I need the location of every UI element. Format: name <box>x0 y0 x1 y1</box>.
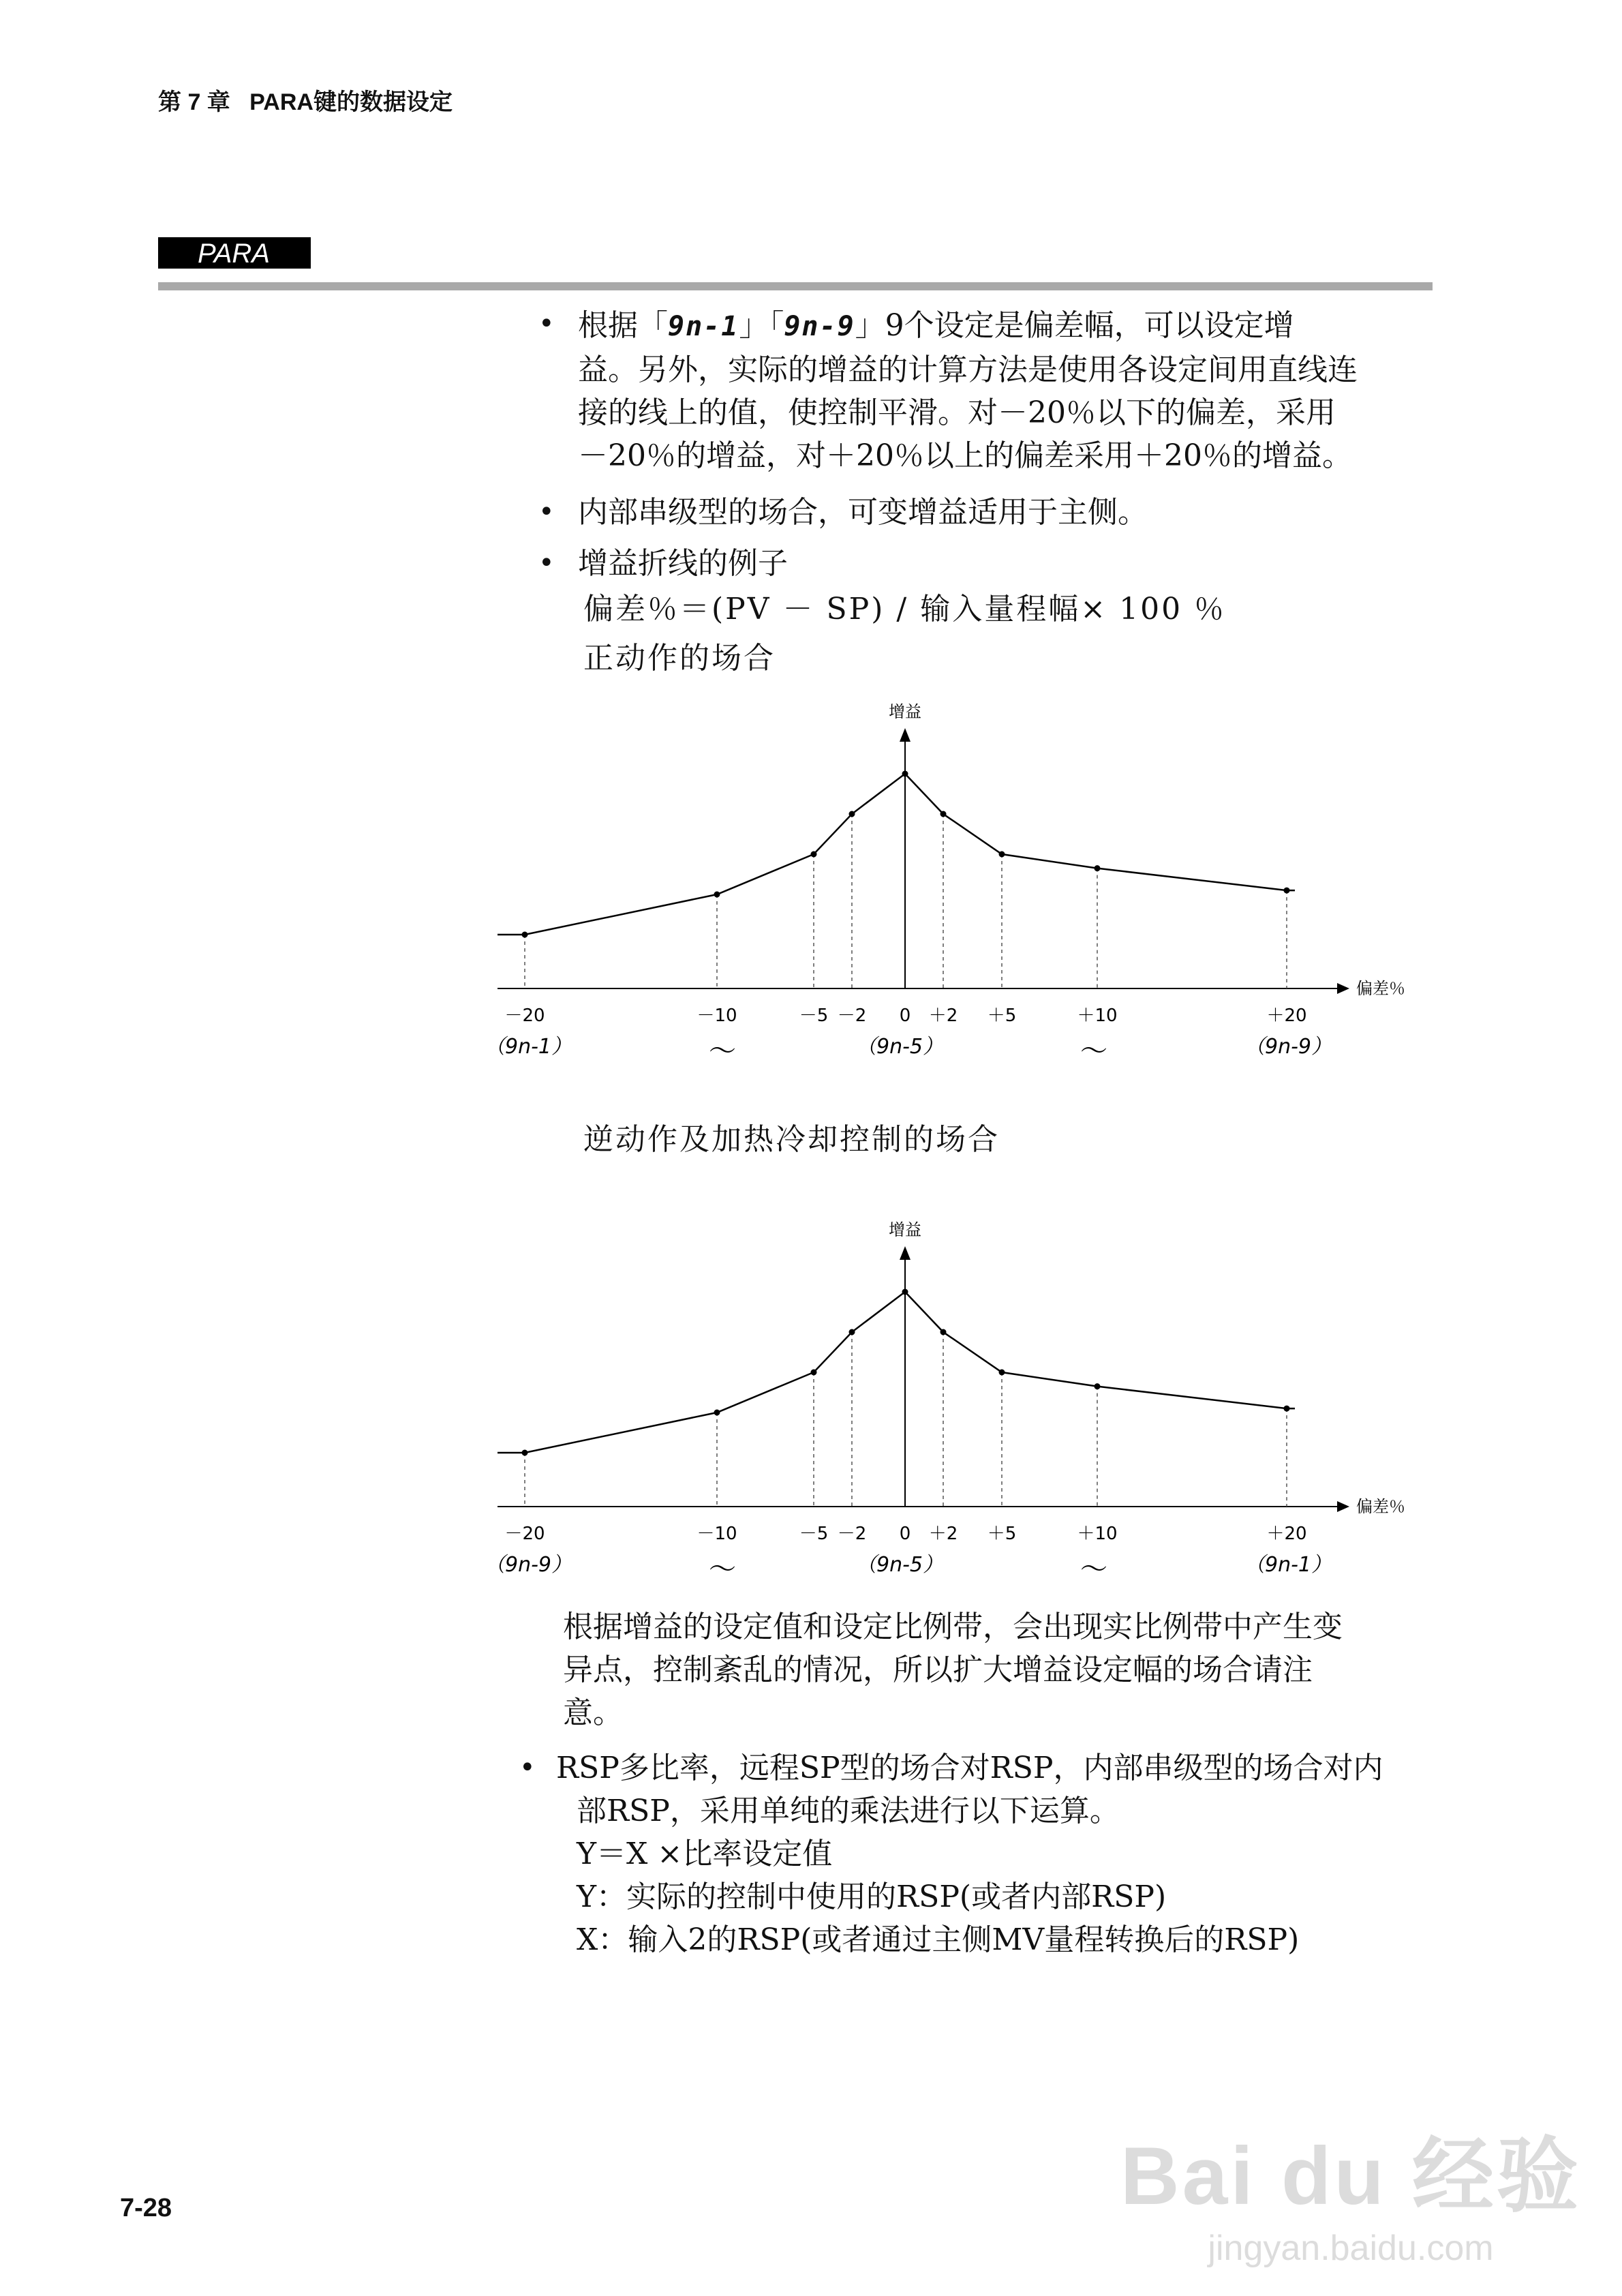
x-tick-label: 0 <box>899 1524 911 1544</box>
bullet-marker: • <box>538 496 555 528</box>
y-axis-label: 增益 <box>889 702 921 721</box>
data-point-5 <box>999 851 1005 858</box>
x-tick-label: ＋20 <box>1266 1006 1307 1026</box>
range-tilde: 〜 <box>709 1554 736 1585</box>
param-gn1-display: 9n-1 <box>668 311 739 342</box>
x-tick-label: ＋10 <box>1077 1006 1118 1026</box>
deviation-formula: 偏差％＝(PV － SP) / 输入量程幅× 100 ％ <box>583 592 1227 626</box>
y-axis-arrow <box>900 1246 911 1260</box>
data-point--20 <box>522 932 528 938</box>
ratio-def-y: Y：实际的控制中使用的RSP(或者内部RSP) <box>577 1879 1167 1914</box>
bullet-3-title: 增益折线的例子 <box>578 546 788 581</box>
x-tick-label: ＋20 <box>1266 1524 1307 1544</box>
x-tick-label: －20 <box>504 1006 545 1026</box>
watermark-brand: Bai du 经验 <box>1120 2130 1581 2222</box>
x-tick-label: ＋10 <box>1077 1524 1118 1544</box>
chapter-title: PARA键的数据设定 <box>249 89 453 115</box>
gain-chart-reverse <box>477 1207 1458 1588</box>
x-axis-label: 偏差％ <box>1356 1497 1405 1516</box>
gain-note-line1: 根据增益的设定值和设定比例带，会出现实比例带中产生变 <box>563 1610 1343 1644</box>
gain-note <box>563 1605 1449 1734</box>
x-tick-label: ＋5 <box>987 1006 1017 1026</box>
x-tick-label: ＋2 <box>928 1006 958 1026</box>
data-point--5 <box>811 851 817 858</box>
ratio-formula: Y＝X ×比率设定值 <box>577 1837 833 1871</box>
x-axis-arrow <box>1337 983 1349 994</box>
x-tick-label: －20 <box>504 1524 545 1544</box>
page-number: 7-28 <box>120 2194 172 2222</box>
param-gn9-display: 9n-9 <box>784 311 855 342</box>
bullet-1-line2: 益。另外，实际的增益的计算方法是使用各设定间用直线连 <box>578 352 1358 387</box>
bullet-4-line1: RSP多比率，远程SP型的场合对RSP，内部串级型的场合对内 <box>556 1751 1383 1785</box>
data-point--2 <box>849 1329 855 1335</box>
y-axis-arrow <box>900 728 911 742</box>
ratio-def-x: X：输入2的RSP(或者通过主侧MV量程转换后的RSP) <box>577 1922 1300 1957</box>
gain-line <box>498 774 1295 935</box>
chapter-header <box>158 83 453 117</box>
chart-2-title: 逆动作及加热冷却控制的场合 <box>583 1122 1000 1157</box>
gain-note-line3: 意。 <box>563 1695 623 1730</box>
param-range-label: （9n-1） <box>1244 1553 1332 1577</box>
range-tilde: 〜 <box>709 1036 736 1067</box>
param-range-label: （9n-1） <box>484 1035 572 1059</box>
bullet-marker: • <box>538 308 555 339</box>
chapter-number: 第 7 章 <box>158 89 230 115</box>
bullet-marker: • <box>519 1752 536 1783</box>
data-point--20 <box>522 1450 528 1456</box>
data-point-2 <box>940 1329 947 1335</box>
data-point-20 <box>1284 1406 1290 1412</box>
gain-line <box>498 1292 1295 1453</box>
bullet-1-line3: 接的线上的值，使控制平滑。对－20％以下的偏差，采用 <box>578 395 1336 430</box>
section-tag <box>158 237 311 269</box>
x-axis-label: 偏差％ <box>1356 979 1405 998</box>
x-tick-label: －5 <box>799 1006 829 1026</box>
param-range-label: （9n-9） <box>484 1553 572 1577</box>
x-axis-arrow <box>1337 1501 1349 1512</box>
bullet-4-line2: 部RSP，采用单纯的乘法进行以下运算。 <box>577 1794 1120 1828</box>
data-point-0 <box>902 771 908 777</box>
data-point-10 <box>1095 865 1101 871</box>
bullet-2: 内部串级型的场合，可变增益适用于主侧。 <box>578 495 1148 530</box>
bullet-marker: • <box>538 547 555 579</box>
x-tick-label: －5 <box>799 1524 829 1544</box>
gain-note-line2: 异点，控制紊乱的情况，所以扩大增益设定幅的场合请注 <box>563 1652 1313 1687</box>
x-tick-label: ＋2 <box>928 1524 958 1544</box>
data-point--10 <box>714 892 720 898</box>
gain-chart-direct <box>477 689 1458 1070</box>
data-point-5 <box>999 1370 1005 1376</box>
chart-1-title: 正动作的场合 <box>583 641 776 676</box>
data-point-10 <box>1095 1383 1101 1389</box>
data-point-20 <box>1284 888 1290 894</box>
bullet-4 <box>556 1747 1449 1961</box>
x-tick-label: －2 <box>837 1524 867 1544</box>
baidu-watermark <box>1120 2111 1581 2269</box>
watermark-url: jingyan.baidu.com <box>1208 2229 1494 2268</box>
section-tag-label: PARA <box>198 239 270 269</box>
x-tick-label: －10 <box>697 1524 737 1544</box>
x-tick-label: ＋5 <box>987 1524 1017 1544</box>
range-tilde: 〜 <box>1080 1554 1107 1585</box>
section-rule <box>158 282 1433 290</box>
param-range-label: （9n-5） <box>855 1035 944 1059</box>
data-point--5 <box>811 1370 817 1376</box>
data-point-2 <box>940 811 947 817</box>
x-tick-label: －10 <box>697 1006 737 1026</box>
param-range-label: （9n-9） <box>1244 1035 1332 1059</box>
y-axis-label: 增益 <box>889 1220 921 1239</box>
bullet-1 <box>578 304 1437 477</box>
x-tick-label: －2 <box>837 1006 867 1026</box>
data-point-0 <box>902 1289 908 1295</box>
data-point--10 <box>714 1410 720 1416</box>
x-tick-label: 0 <box>899 1006 911 1026</box>
param-range-label: （9n-5） <box>855 1553 944 1577</box>
bullet-1-line4: －20％的增益，对＋20％以上的偏差采用＋20％的增益。 <box>578 438 1352 473</box>
bullet-1-line1: 根据「9n-1」「9n-9」9个设定是偏差幅，可以设定增 <box>578 304 1437 348</box>
range-tilde: 〜 <box>1080 1036 1107 1067</box>
data-point--2 <box>849 811 855 817</box>
